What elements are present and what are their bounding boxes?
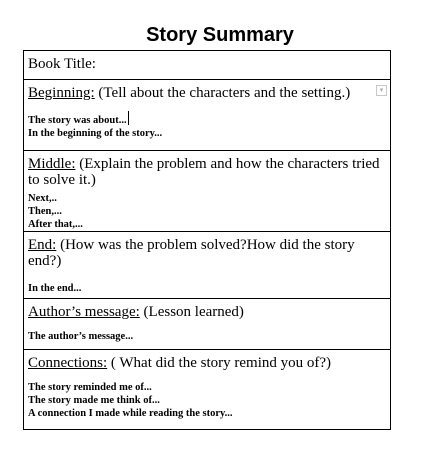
connections-line-2: The story made me think of...	[28, 395, 160, 406]
row-beginning[interactable]	[24, 80, 390, 151]
end-label: End:	[28, 237, 57, 253]
connections-line-1: The story reminded me of...	[28, 382, 152, 393]
beginning-line-1: The story was about...	[28, 115, 127, 126]
authors-message-label: Author’s message:	[28, 304, 140, 320]
authors-message-prompt: (Lesson learned)	[143, 304, 244, 320]
middle-line-2: Then,...	[28, 206, 62, 217]
connections-label: Connections:	[28, 355, 108, 371]
connections-prompt: ( What did the story remind you of?)	[110, 355, 332, 371]
row-connections[interactable]	[24, 350, 390, 429]
text-cursor	[128, 111, 129, 125]
middle-line-1: Next,..	[28, 193, 57, 204]
row-middle[interactable]	[24, 151, 390, 232]
end-prompt: (How was the problem solved?How did the story end?)	[28, 237, 355, 269]
story-summary-table	[23, 50, 391, 430]
row-end[interactable]	[24, 232, 390, 299]
beginning-label: Beginning:	[28, 85, 95, 101]
connections-line-3: A connection I made while reading the story...	[28, 408, 233, 419]
middle-line-3: After that,...	[28, 219, 83, 230]
middle-prompt: (Explain the problem and how the characters tried to solve it.)	[28, 156, 380, 188]
authors-message-line-1: The author’s message...	[28, 331, 134, 342]
page-title: Story Summary	[146, 24, 294, 46]
row-book-title[interactable]	[24, 51, 390, 80]
beginning-prompt: (Tell about the characters and the setting.)	[98, 85, 351, 101]
chevron-down-icon[interactable]: ▾	[376, 85, 387, 96]
middle-label: Middle:	[28, 156, 76, 172]
book-title-label: Book Title:	[28, 56, 96, 72]
row-authors-message[interactable]	[24, 299, 390, 350]
beginning-line-2: In the beginning of the story...	[28, 128, 163, 139]
end-line-1: In the end...	[28, 283, 82, 294]
